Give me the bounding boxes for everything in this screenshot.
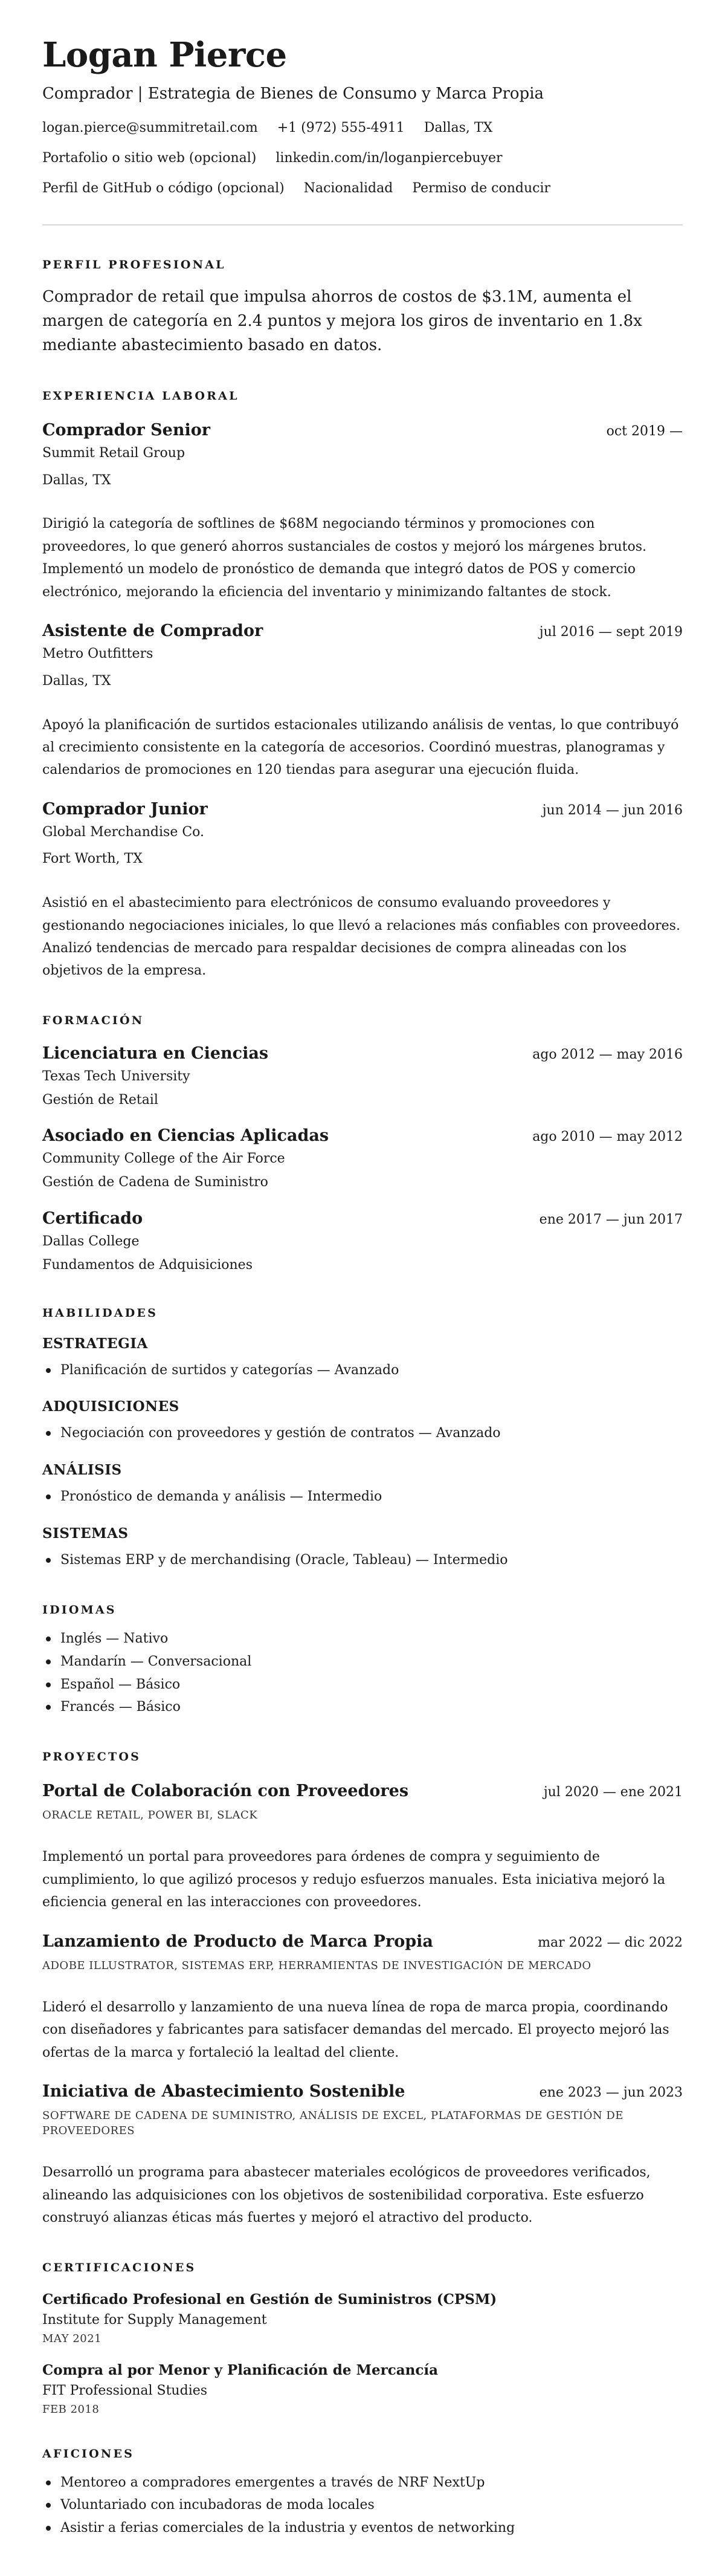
skill-item: Planificación de surtidos y categorías — Avanzado bbox=[42, 1359, 683, 1382]
skills-section bbox=[42, 1306, 683, 1572]
language-item: Español — Básico bbox=[42, 1673, 683, 1696]
experience-entry bbox=[42, 421, 683, 603]
languages-section bbox=[42, 1603, 683, 1719]
job-description: Apoyó la planificación de surtidos estacionales utilizando análisis de ventas, lo que contribuyó al crecimiento consistente en la categoría de accesorios. Coordinó muestras, planogramas y calendarios de promociones en 120 tiendas para asegurar una ejecución fluida. bbox=[42, 717, 679, 778]
certification-entry bbox=[42, 2291, 683, 2345]
project-description: Lideró el desarrollo y lanzamiento de una nueva línea de ropa de marca propia, coordinando con diseñadores y fabricantes para satisfacer demandas del mercado. El proyecto mejoró las ofertas de la marca y fortaleció la lealtad del cliente. bbox=[42, 1999, 669, 2060]
company-name: Global Merchandise Co. bbox=[42, 824, 205, 840]
hobbies-section bbox=[42, 2447, 683, 2540]
education-entry bbox=[42, 1126, 683, 1192]
certification-date: FEB 2018 bbox=[42, 2402, 100, 2416]
skill-category-title: ESTRATEGIA bbox=[42, 1335, 148, 1352]
skill-list bbox=[42, 1485, 683, 1508]
project-dates: jul 2020 — ene 2021 bbox=[543, 1785, 683, 1800]
job-title: Asistente de Comprador bbox=[42, 621, 263, 640]
job-dates: jun 2014 — jun 2016 bbox=[542, 802, 683, 818]
field-of-study: Fundamentos de Adquisiciones bbox=[42, 1257, 253, 1273]
education-dates: ene 2017 — jun 2017 bbox=[539, 1212, 683, 1228]
certification-name: Certificado Profesional en Gestión de Suministros (CPSM) bbox=[42, 2291, 497, 2308]
skill-list bbox=[42, 1549, 683, 1572]
project-entry bbox=[42, 1932, 683, 2064]
skill-list bbox=[42, 1359, 683, 1382]
entry-head bbox=[42, 421, 683, 440]
section-title-experience: EXPERIENCIA LABORAL bbox=[42, 389, 239, 403]
headline: Comprador | Estrategia de Bienes de Consumo y Marca Propia bbox=[42, 84, 544, 103]
phone-link[interactable]: +1 (972) 555-4911 bbox=[277, 120, 405, 135]
project-name: Lanzamiento de Producto de Marca Propia bbox=[42, 1932, 433, 1951]
skill-item: Negociación con proveedores y gestión de contratos — Avanzado bbox=[42, 1422, 683, 1445]
section-title-projects: PROYECTOS bbox=[42, 1750, 141, 1764]
company-name: Summit Retail Group bbox=[42, 445, 185, 461]
skill-category-title: ANÁLISIS bbox=[42, 1462, 122, 1479]
company-name: Metro Outfitters bbox=[42, 646, 153, 661]
education-dates: ago 2012 — may 2016 bbox=[532, 1046, 683, 1062]
portfolio-link[interactable]: Portafolio o sitio web (opcional) bbox=[42, 150, 257, 166]
certification-issuer: FIT Professional Studies bbox=[42, 2383, 208, 2398]
project-tech: SOFTWARE DE CADENA DE SUMINISTRO, ANÁLISIS DE EXCEL, PLATAFORMAS DE GESTIÓN DE PROVEEDORES bbox=[42, 2109, 624, 2138]
job-dates: jul 2016 — sept 2019 bbox=[539, 624, 683, 640]
skill-item: Sistemas ERP y de merchandising (Oracle, Tableau) — Intermedio bbox=[42, 1549, 683, 1572]
project-description: Implementó un portal para proveedores para órdenes de compra y seguimiento de cumplimiento, lo que agilizó procesos y redujo esfuerzos manuales. Esta iniciativa mejoró la eficiencia general en las interacciones con proveedores. bbox=[42, 1849, 665, 1910]
contact-row-links bbox=[42, 148, 683, 169]
hobby-item: Asistir a ferias comerciales de la industria y eventos de networking bbox=[42, 2517, 683, 2540]
education-entry bbox=[42, 1209, 683, 1275]
school-name: Dallas College bbox=[42, 1234, 140, 1250]
certification-date: MAY 2021 bbox=[42, 2332, 102, 2345]
linkedin-link[interactable]: linkedin.com/in/loganpiercebuyer bbox=[276, 150, 503, 166]
skill-item: Pronóstico de demanda y análisis — Intermedio bbox=[42, 1485, 683, 1508]
github-link[interactable]: Perfil de GitHub o código (opcional) bbox=[42, 180, 285, 196]
entry-head bbox=[42, 800, 683, 819]
field-of-study: Gestión de Retail bbox=[42, 1092, 158, 1108]
certifications-section bbox=[42, 2261, 683, 2416]
job-description: Dirigió la categoría de softlines de $68M negociando términos y promociones con proveedores, lo que generó ahorros sustanciales de costos y mejoró los márgenes brutos. Implementó un modelo de pronóstico de demanda que integró datos de POS y comercio electrónico, mejorando la eficiencia del inventario y minimizando faltantes de stock. bbox=[42, 516, 647, 600]
contact-row-extra bbox=[42, 178, 683, 199]
entry-head bbox=[42, 1044, 683, 1063]
entry-head bbox=[42, 1209, 683, 1228]
job-title: Comprador Senior bbox=[42, 420, 210, 440]
degree-title: Certificado bbox=[42, 1209, 143, 1228]
entry-head bbox=[42, 1126, 683, 1145]
project-tech: ADOBE ILLUSTRATOR, SISTEMAS ERP, HERRAMIENTAS DE INVESTIGACIÓN DE MERCADO bbox=[42, 1959, 591, 1972]
entry-head bbox=[42, 2082, 683, 2101]
job-location: Dallas, TX bbox=[42, 673, 111, 689]
contact-row-primary bbox=[42, 118, 683, 138]
summary-text: Comprador de retail que impulsa ahorros de costos de $3.1M, aumenta el margen de categoría en 2.4 puntos y mejora los giros de inventario en 1.8x mediante abastecimiento basado en datos. bbox=[42, 287, 642, 355]
experience-entry bbox=[42, 621, 683, 782]
language-item: Mandarín — Conversacional bbox=[42, 1650, 683, 1673]
skill-list bbox=[42, 1422, 683, 1445]
section-title-skills: HABILIDADES bbox=[42, 1306, 158, 1320]
email-link[interactable]: logan.pierce@summitretail.com bbox=[42, 120, 258, 135]
hobby-item: Voluntariado con incubadoras de moda locales bbox=[42, 2494, 683, 2517]
job-description: Asistió en el abastecimiento para electrónicos de consumo evaluando proveedores y gestionando negociaciones iniciales, lo que llevó a relaciones más confiables con proveedores. Analizó tendencias de mercado para respaldar decisiones de compra alineadas con los objetivos de la empresa. bbox=[42, 895, 680, 979]
certification-entry bbox=[42, 2362, 683, 2416]
hobby-item: Mentoreo a compradores emergentes a través de NRF NextUp bbox=[42, 2471, 683, 2494]
school-name: Texas Tech University bbox=[42, 1068, 190, 1084]
field-of-study: Gestión de Cadena de Suministro bbox=[42, 1175, 268, 1190]
entry-head bbox=[42, 621, 683, 640]
hobby-list bbox=[42, 2471, 683, 2540]
entry-head bbox=[42, 1782, 683, 1800]
project-tech: ORACLE RETAIL, POWER BI, SLACK bbox=[42, 1809, 258, 1822]
project-dates: ene 2023 — jun 2023 bbox=[539, 2084, 683, 2100]
project-entry bbox=[42, 1782, 683, 1913]
education-dates: ago 2010 — may 2012 bbox=[532, 1129, 683, 1145]
job-location: Fort Worth, TX bbox=[42, 851, 143, 867]
project-entry bbox=[42, 2082, 683, 2230]
certification-issuer: Institute for Supply Management bbox=[42, 2312, 267, 2328]
project-name: Iniciativa de Abastecimiento Sostenible bbox=[42, 2081, 405, 2101]
job-dates: oct 2019 — bbox=[606, 423, 683, 439]
experience-section bbox=[42, 389, 683, 982]
projects-section bbox=[42, 1750, 683, 2229]
degree-title: Asociado en Ciencias Aplicadas bbox=[42, 1126, 329, 1146]
section-title-hobbies: AFICIONES bbox=[42, 2447, 135, 2461]
section-title-summary: PERFIL PROFESIONAL bbox=[42, 258, 226, 271]
nationality: Nacionalidad bbox=[303, 180, 393, 196]
certification-name: Compra al por Menor y Planificación de Mercancía bbox=[42, 2361, 438, 2378]
job-location: Dallas, TX bbox=[42, 472, 111, 488]
project-name: Portal de Colaboración con Proveedores bbox=[42, 1782, 409, 1801]
project-description: Desarrolló un programa para abastecer materiales ecológicos de proveedores verificados, alineando las adquisiciones con los objetivos de sostenibilidad corporativa. Este esfuerzo construyó alianzas éticas más fuertes y mejoró el atractivo del producto. bbox=[42, 2165, 651, 2226]
degree-title: Licenciatura en Ciencias bbox=[42, 1043, 269, 1063]
location: Dallas, TX bbox=[424, 120, 493, 135]
header-divider bbox=[42, 224, 683, 225]
school-name: Community College of the Air Force bbox=[42, 1151, 285, 1167]
section-title-education: FORMACIÓN bbox=[42, 1013, 144, 1027]
experience-entry bbox=[42, 800, 683, 982]
section-title-languages: IDIOMAS bbox=[42, 1603, 117, 1617]
entry-head bbox=[42, 1932, 683, 1951]
education-entry bbox=[42, 1044, 683, 1110]
section-title-certifications: CERTIFICACIONES bbox=[42, 2260, 196, 2274]
language-item: Francés — Básico bbox=[42, 1696, 683, 1719]
language-item: Inglés — Nativo bbox=[42, 1627, 683, 1650]
education-section bbox=[42, 1014, 683, 1275]
resume-header bbox=[42, 37, 683, 199]
skill-category-title: ADQUISICIONES bbox=[42, 1398, 179, 1415]
summary-section bbox=[42, 258, 683, 358]
job-title: Comprador Junior bbox=[42, 799, 208, 819]
language-list bbox=[42, 1627, 683, 1719]
skill-category-title: SISTEMAS bbox=[42, 1525, 129, 1542]
drivers-license: Permiso de conducir bbox=[412, 180, 551, 196]
candidate-name: Logan Pierce bbox=[42, 35, 287, 75]
project-dates: mar 2022 — dic 2022 bbox=[538, 1935, 683, 1950]
